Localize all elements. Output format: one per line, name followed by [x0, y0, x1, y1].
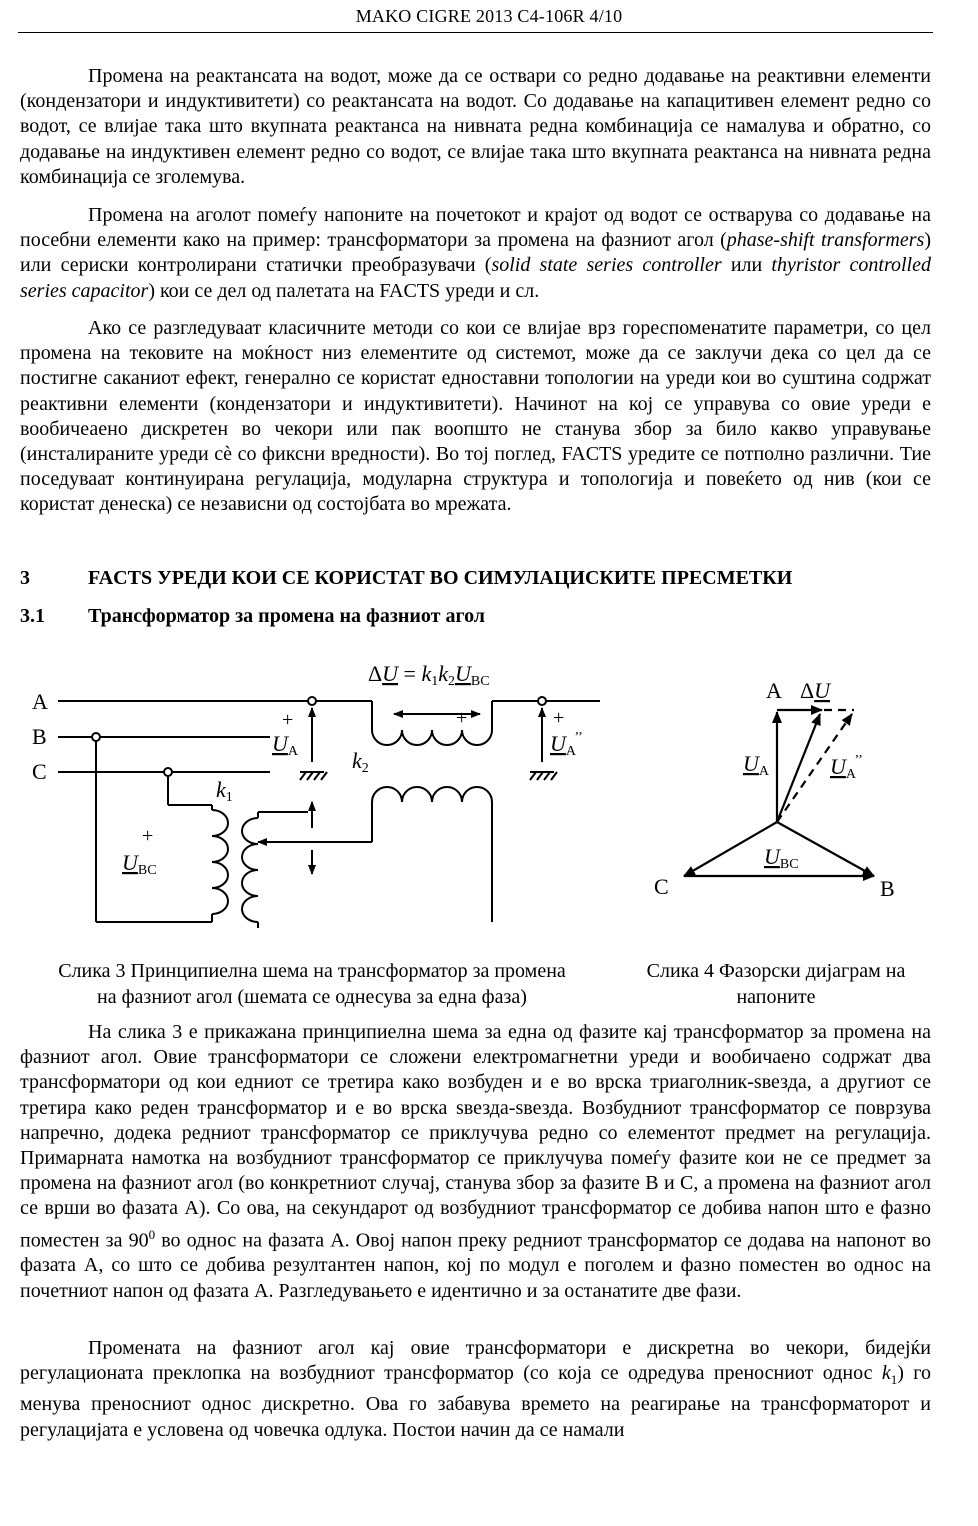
phasor-b-label: B: [880, 876, 895, 901]
subsection-title: Трансформатор за промена на фазниот агол: [88, 605, 486, 627]
paragraph-2-text-a: Промена на аголот помеѓу напоните на почетокот и крајот од водот се остварува со додавање на посебни елементи како на пример: трансформатори за промена на фазниот агол (: [20, 204, 931, 252]
u-symbol: U: [830, 754, 846, 779]
phasor-a-label: A: [766, 678, 782, 703]
subscript-bc: BC: [779, 857, 799, 872]
phase-c-label: C: [32, 759, 47, 784]
phasor-c-label: C: [654, 874, 669, 899]
svg-text:UA’’: [830, 753, 863, 782]
paragraph-2-text-d: ) кои се дел од палетата на FACTS уреди и сл.: [148, 279, 540, 302]
figure-4-caption: [620, 959, 932, 1010]
k-symbol: k: [216, 777, 226, 802]
caption-line-1: Слика 3 Принципиелна шема на трансформатор за промена: [58, 960, 566, 982]
header-rule: [18, 32, 933, 33]
paragraph-2: [20, 203, 931, 304]
paragraph-4: [20, 1020, 931, 1304]
u-symbol: U: [764, 844, 780, 869]
paragraph-2-italic-2: solid state series controller: [491, 254, 722, 277]
double-prime: ’’: [574, 730, 583, 745]
plus-ua: +: [282, 709, 294, 731]
svg-text:UA’’: [550, 730, 583, 759]
k-symbol: k: [438, 661, 448, 686]
degree-superscript: 0: [148, 1226, 156, 1242]
plus-ubc: +: [142, 825, 154, 847]
subscript-2: 2: [448, 674, 455, 689]
page-header: MAKO CIGRE 2013 C4-106R 4/10: [355, 6, 623, 26]
paragraph-4-text-a: На слика 3 е прикажана принципиелна шема за една од фазите кај трансформатор за промена на фазниот агол. Овие трансформатори се сложени електромагнетни уреди и вообичаено содржат два трансформатори од кои едниот се третира како возбуден и е во врска триаголник-ѕвезда, а другиот се третира како реден трансформатор и е во врска ѕвезда-ѕвезда. Возбудниот трансформатор се поврзува напречно, додека редниот трансформатор се приклучува редно со елементот предмет на регулација. Примарната намотка на возбудниот трансформатор се приклучува помеѓу фазите кои не се предмет за промена на фазниот агол (во конкретниот случај, станува збор за фазите B и C, а промена на фазниот агол се врши во фазата A). Со ова, на секундарот од возбудниот трансформатор се добива напон што е фазно поместен за 90: [20, 1021, 931, 1252]
u-symbol: U: [550, 731, 566, 756]
subscript-1: 1: [431, 674, 439, 689]
figure-3-schematic: [0, 650, 640, 950]
u-symbol: U: [272, 731, 288, 756]
svg-text:k1: [216, 777, 233, 805]
k-symbol: k: [881, 1362, 891, 1385]
paragraph-2-text-c: или: [721, 254, 772, 277]
paragraph-2-italic-3: thyristor controlled series capacitor: [20, 254, 931, 302]
u-symbol: U: [122, 850, 138, 875]
double-prime: ’’: [854, 753, 863, 768]
paragraph-1: Промена на реактансата на водот, може да се оствари со редно додавање на реактивни елементи (кондензатори и индуктивитети) со реактансата на водот. Со додавање на капацитивен елемент редно со водот, се влијае така што вкупната реактанса на нивната редна комбинација се намалува и обратно, со додавање на индуктивен елемент редно со водот, се влијае така што вкупната реактанса на нивната редна комбинација се зголемува.: [20, 65, 931, 188]
subscript-2: 2: [361, 761, 369, 776]
paragraph-5-text-b: ) го менува преносниот однос дискретно. Ова го забавува времето на реагирање на трансформаторот и регулацијата е условена од човечка одлука. Постои начин да се намали: [20, 1362, 931, 1441]
svg-text:k2: [352, 748, 369, 776]
paragraph-2-text-b: ) или сериски контролирани статички преобразувачи (: [20, 229, 931, 277]
paragraph-5: [20, 1336, 931, 1443]
paragraph-4-text-b: во однос на фазата A. Овој напон преку редниот трансформатор се додава на напонот во фазата A, со што се добива резултантен напон, кој по модул е поголем и фазно поместен во однос на почетниот напон од фазата A. Разгледувањето е идентично и за останатите две фази.: [20, 1229, 932, 1302]
u-symbol: U: [382, 661, 399, 686]
paragraph-3: Ако се разгледуваат класичните методи со кои се влијае врз гореспоменатите параметри, со цел промена на тековите на моќност низ елементите од системот, може да се заклучи дека со цел да се постигне саканиот ефект, генерално се користат едноставни топологии на уреди кои во суштина содржат реактивни елементи (кондензатори и индуктивитети). Начинот на кој се управува со овие уреди е вообичеаено дискретен во чекори или пак воопшто не станува збор за било какво управување (инсталираните уреди сѐ со фиксни вредности). Во тој поглед, FACTS уредите се потполно различни. Тие поседуваат континуирана регулација, модуларна структура и топологија и повеќето од нив (кои се користат денеска) се независни од состојбата во мрежата.: [20, 317, 931, 516]
u-symbol: U: [814, 678, 831, 703]
section-number: 3: [20, 567, 30, 589]
plus-ua2: +: [553, 707, 565, 729]
section-heading-3-1: [20, 605, 485, 628]
equals-sign: =: [398, 661, 422, 686]
delta-symbol: Δ: [368, 661, 383, 686]
subscript-bc: BC: [470, 674, 490, 689]
subscript-a: A: [845, 767, 855, 782]
figure-4-phasor-diagram: [640, 660, 940, 920]
k-symbol: k: [421, 661, 432, 686]
delta-symbol: Δ: [800, 678, 815, 703]
k-symbol: k: [352, 748, 362, 773]
caption-line-2: напоните: [736, 985, 816, 1008]
caption-line-1: Слика 4 Фазорски дијаграм на: [646, 960, 906, 982]
svg-text:UA: [743, 751, 770, 779]
figure-3-caption: [14, 959, 610, 1010]
paragraph-5-text-a: Промената на фазниот агол кај овие трансформатори е дискретна во чекори, бидејќи регулационата преклопка на возбудниот трансформатор (со која се одредува преносниот однос: [20, 1337, 931, 1385]
phase-a-label: A: [32, 689, 48, 714]
subscript-a: A: [758, 764, 770, 779]
subscript-a: A: [565, 744, 575, 759]
subscript-1: 1: [225, 790, 233, 805]
svg-text:UBC: [764, 844, 799, 872]
svg-text:ΔU: [800, 678, 832, 703]
subsection-number: 3.1: [20, 605, 45, 627]
paragraph-2-italic-1: phase-shift transformers: [726, 229, 925, 252]
section-title: FACTS УРЕДИ КОИ СЕ КОРИСТАТ ВО СИМУЛАЦИСКИТЕ ПРЕСМЕТКИ: [88, 567, 793, 589]
caption-line-2: на фазниот агол (шемата се однесува за една фаза): [97, 985, 527, 1008]
svg-text:UA: [272, 731, 299, 759]
svg-text:ΔU = k1k2UBC: [368, 661, 490, 689]
svg-text:UBC: [122, 850, 157, 878]
subscript-a: A: [287, 744, 299, 759]
phase-b-label: B: [32, 724, 47, 749]
plus-series: +: [456, 707, 468, 729]
subscript-bc: BC: [137, 863, 157, 878]
u-symbol: U: [455, 661, 471, 686]
u-symbol: U: [743, 751, 759, 776]
subscript-1: 1: [890, 1372, 898, 1388]
section-heading-3: [20, 567, 792, 590]
